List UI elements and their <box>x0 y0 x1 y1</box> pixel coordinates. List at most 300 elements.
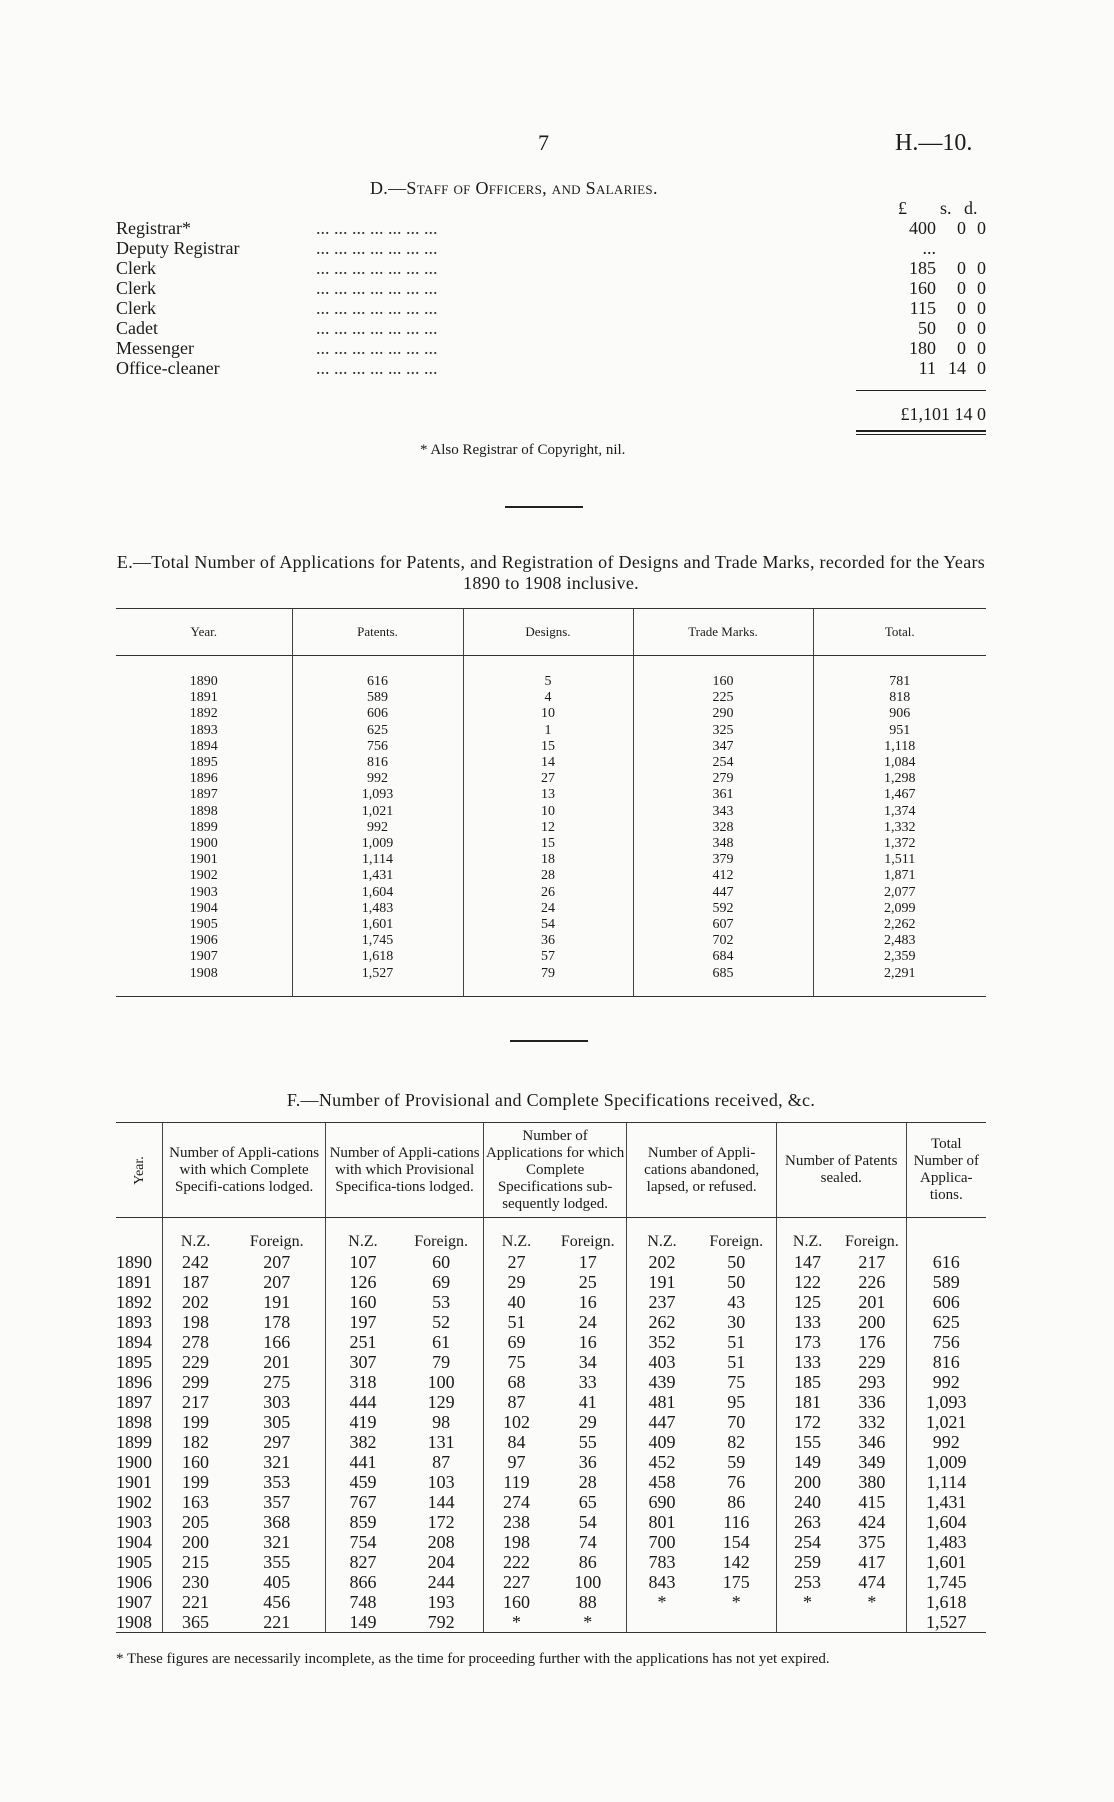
table-cell: 1,431 <box>292 868 463 884</box>
table-cell: 160 <box>633 656 813 691</box>
table-cell: 625 <box>906 1312 986 1332</box>
section-e-title: E.—Total Number of Applications for Patents, and Registration of Designs and Trade Marks, recorded for the Years 1890 to 1908 inclusive. <box>116 552 986 593</box>
table-cell: 2,262 <box>813 917 986 933</box>
staff-title: Deputy Registrar <box>116 238 240 258</box>
col-year: Year. <box>116 1123 162 1218</box>
table-cell: 346 <box>858 1432 886 1452</box>
table-cell: 365 <box>162 1612 228 1633</box>
table-cell: 36 <box>463 933 633 949</box>
table-row <box>116 1352 986 1372</box>
sub-nz: N.Z. <box>483 1218 549 1253</box>
table-row <box>116 1492 986 1512</box>
staff-row <box>116 358 986 378</box>
section-d-title-text: Staff of Officers, and Salaries. <box>406 178 658 198</box>
section-d-title <box>370 178 658 199</box>
salary-pounds: 11 <box>918 358 936 378</box>
table-row <box>116 1532 986 1552</box>
table-cell: 98 <box>432 1412 451 1432</box>
staff-row <box>116 318 986 338</box>
salary-pence: 0 <box>977 318 986 338</box>
table-cell: 447 <box>633 885 813 901</box>
table-cell: 1,332 <box>813 820 986 836</box>
table-cell: 207 <box>263 1252 291 1272</box>
table-cell: 278 <box>162 1332 228 1352</box>
table-cell: 1897 <box>116 1392 152 1412</box>
table-cell: 225 <box>633 690 813 706</box>
table-cell: 1896 <box>116 1372 152 1392</box>
salary-pence: 0 <box>977 218 986 238</box>
table-row <box>116 901 986 917</box>
table-cell: 217 <box>858 1252 886 1272</box>
table-cell: 10 <box>463 804 633 820</box>
table-cell: 1,618 <box>292 949 463 965</box>
leader-dots: ... ... ... ... ... ... ... <box>316 298 438 318</box>
salary-shillings: 0 <box>957 318 966 338</box>
staff-salaries-table <box>116 218 986 378</box>
table-cell: 13 <box>463 787 633 803</box>
table-cell: 202 <box>627 1252 697 1272</box>
table-cell: 51 <box>483 1312 549 1332</box>
salary-pounds: 180 <box>909 338 936 358</box>
table-cell: 16 <box>578 1292 597 1312</box>
table-cell: 41 <box>578 1392 597 1412</box>
table-cell: 305 <box>263 1412 291 1432</box>
staff-title: Cadet <box>116 318 158 338</box>
table-row <box>116 706 986 722</box>
salary-pence: 0 <box>977 278 986 298</box>
table-cell: 592 <box>633 901 813 917</box>
table-cell: 68 <box>483 1372 549 1392</box>
table-cell <box>697 1612 777 1633</box>
table-cell: 54 <box>578 1512 597 1532</box>
table-e-header: Designs. <box>463 609 633 656</box>
table-cell: 792 <box>400 1612 484 1633</box>
table-cell: 175 <box>722 1572 750 1592</box>
table-cell: 79 <box>432 1352 451 1372</box>
table-row <box>116 723 986 739</box>
table-cell: 53 <box>432 1292 451 1312</box>
table-cell: 50 <box>727 1252 746 1272</box>
staff-title: Registrar* <box>116 218 191 238</box>
salary-pounds: 50 <box>918 318 936 338</box>
table-cell: 458 <box>627 1472 697 1492</box>
table-cell: 459 <box>326 1472 400 1492</box>
table-cell: 100 <box>427 1372 455 1392</box>
section-divider-2 <box>510 1040 588 1042</box>
salary-shillings: 0 <box>957 218 966 238</box>
salary-pounds: 115 <box>909 298 936 318</box>
salary-pence: 0 <box>977 258 986 278</box>
table-cell: 452 <box>627 1452 697 1472</box>
col-complete: Number of Appli-cations with which Complete Specifi-cations lodged. <box>162 1123 325 1218</box>
table-cell: 906 <box>813 706 986 722</box>
table-cell: 1905 <box>116 1552 152 1572</box>
table-cell: 237 <box>627 1292 697 1312</box>
table-cell: 1893 <box>189 722 218 738</box>
table-cell: 172 <box>427 1512 455 1532</box>
table-cell: 97 <box>483 1452 549 1472</box>
table-cell: 702 <box>633 933 813 949</box>
table-cell: 55 <box>578 1432 597 1452</box>
table-cell: 756 <box>906 1332 986 1352</box>
table-cell: 208 <box>427 1532 455 1552</box>
table-cell: 1,601 <box>292 917 463 933</box>
sub-foreign: Foreign. <box>414 1233 469 1250</box>
table-cell: * <box>731 1592 741 1612</box>
table-cell: 201 <box>858 1292 886 1312</box>
table-cell: 992 <box>292 820 463 836</box>
table-cell: 199 <box>162 1472 228 1492</box>
table-cell: 415 <box>858 1492 886 1512</box>
table-cell: 444 <box>326 1392 400 1412</box>
table-cell: 343 <box>633 804 813 820</box>
table-cell: 2,291 <box>813 966 986 997</box>
table-cell: 242 <box>162 1252 228 1272</box>
table-cell: 100 <box>574 1572 602 1592</box>
table-cell: 417 <box>858 1552 886 1572</box>
table-cell: 275 <box>263 1372 291 1392</box>
table-cell: 215 <box>162 1552 228 1572</box>
table-cell: 307 <box>326 1352 400 1372</box>
staff-row <box>116 278 986 298</box>
pence-header: d. <box>964 198 978 218</box>
table-cell: 801 <box>627 1512 697 1532</box>
table-cell: 131 <box>427 1432 455 1452</box>
table-cell: 606 <box>292 706 463 722</box>
leader-dots: ... ... ... ... ... ... ... <box>316 238 438 258</box>
table-cell: 1907 <box>189 949 218 965</box>
leader-dots: ... ... ... ... ... ... ... <box>316 218 438 238</box>
table-cell: 375 <box>858 1532 886 1552</box>
section-f-footnote: * These figures are necessarily incomplete, as the time for proceeding further with the applications has not yet expired. <box>116 1651 830 1667</box>
specifications-table <box>116 1122 986 1633</box>
table-cell: 992 <box>292 771 463 787</box>
table-cell: 290 <box>633 706 813 722</box>
leader-dots: ... ... ... ... ... ... ... <box>316 318 438 338</box>
staff-title: Office-cleaner <box>116 358 220 378</box>
table-cell: 816 <box>292 755 463 771</box>
table-cell: 866 <box>326 1572 400 1592</box>
table-cell: 332 <box>858 1412 886 1432</box>
table-cell: 52 <box>432 1312 451 1332</box>
table-cell: 1900 <box>189 836 218 852</box>
sub-nz: N.Z. <box>162 1218 228 1253</box>
leader-dots: ... ... ... ... ... ... ... <box>316 338 438 358</box>
table-cell: 818 <box>813 690 986 706</box>
table-cell: 1,374 <box>813 804 986 820</box>
table-cell: 185 <box>776 1372 838 1392</box>
table-cell: 65 <box>578 1492 597 1512</box>
table-cell: 1894 <box>189 738 218 754</box>
table-cell: 1,745 <box>906 1572 986 1592</box>
table-cell: 197 <box>326 1312 400 1332</box>
table-cell: 781 <box>813 656 986 691</box>
table-cell: 107 <box>326 1252 400 1272</box>
table-cell: * <box>867 1592 877 1612</box>
table-cell: 222 <box>483 1552 549 1572</box>
table-cell: 2,359 <box>813 949 986 965</box>
table-row <box>116 820 986 836</box>
table-cell: 125 <box>776 1292 838 1312</box>
table-cell: 1,601 <box>906 1552 986 1572</box>
table-cell: 163 <box>162 1492 228 1512</box>
table-cell: 1898 <box>189 803 218 819</box>
sum-rule <box>856 390 986 391</box>
table-cell: 36 <box>578 1452 597 1472</box>
table-cell: 26 <box>463 885 633 901</box>
table-row <box>116 933 986 949</box>
table-cell <box>627 1612 697 1633</box>
table-cell: 254 <box>633 755 813 771</box>
table-cell: 1894 <box>116 1332 152 1352</box>
table-cell: 1,009 <box>906 1452 986 1472</box>
table-cell: 1892 <box>189 706 218 722</box>
table-cell: 259 <box>776 1552 838 1572</box>
table-cell: 419 <box>326 1412 400 1432</box>
table-cell: 1,431 <box>906 1492 986 1512</box>
table-cell: 122 <box>776 1272 838 1292</box>
table-cell: 349 <box>858 1452 886 1472</box>
table-cell: 14 <box>463 755 633 771</box>
table-cell: 173 <box>776 1332 838 1352</box>
table-cell: 690 <box>627 1492 697 1512</box>
table-cell: 1896 <box>189 771 218 787</box>
table-row <box>116 1312 986 1332</box>
table-cell: 129 <box>427 1392 455 1412</box>
table-cell: 86 <box>578 1552 597 1572</box>
table-cell: 230 <box>162 1572 228 1592</box>
table-cell: 1 <box>463 723 633 739</box>
table-cell: 783 <box>627 1552 697 1572</box>
salary-shillings: 0 <box>957 338 966 358</box>
table-cell: 380 <box>858 1472 886 1492</box>
table-cell: 28 <box>578 1472 597 1492</box>
table-cell: 1,093 <box>292 787 463 803</box>
sub-nz: N.Z. <box>326 1218 400 1253</box>
table-cell: 149 <box>776 1452 838 1472</box>
leader-dots: ... ... ... ... ... ... ... <box>316 258 438 278</box>
table-cell: 353 <box>263 1472 291 1492</box>
salary-pence <box>966 238 986 258</box>
table-cell: 176 <box>858 1332 886 1352</box>
subheader-row <box>116 1218 986 1253</box>
table-cell: 1899 <box>116 1432 152 1452</box>
table-e-header: Patents. <box>292 609 463 656</box>
table-cell: 34 <box>578 1352 597 1372</box>
table-cell: 684 <box>633 949 813 965</box>
table-cell: 229 <box>162 1352 228 1372</box>
table-cell: 142 <box>722 1552 750 1572</box>
table-row <box>116 868 986 884</box>
table-cell: 1,483 <box>906 1532 986 1552</box>
salary-pounds: 400 <box>909 218 936 238</box>
table-cell: 202 <box>162 1292 228 1312</box>
table-cell: 348 <box>633 836 813 852</box>
table-cell: 1,871 <box>813 868 986 884</box>
table-cell: 321 <box>263 1452 291 1472</box>
table-cell: 240 <box>776 1492 838 1512</box>
table-cell: 200 <box>776 1472 838 1492</box>
table-cell: 18 <box>463 852 633 868</box>
table-cell: 607 <box>633 917 813 933</box>
table-row <box>116 917 986 933</box>
salary-pence: 0 <box>977 338 986 358</box>
table-cell: 193 <box>427 1592 455 1612</box>
table-cell: 2,483 <box>813 933 986 949</box>
table-cell: 61 <box>432 1332 451 1352</box>
table-cell: 238 <box>483 1512 549 1532</box>
table-cell: 606 <box>906 1292 986 1312</box>
table-cell: 336 <box>858 1392 886 1412</box>
staff-title: Clerk <box>116 278 156 298</box>
table-cell: * <box>483 1612 549 1633</box>
table-cell: 279 <box>633 771 813 787</box>
table-cell: 16 <box>578 1332 597 1352</box>
salary-shillings: 14 <box>948 358 966 378</box>
table-cell: 182 <box>162 1432 228 1452</box>
salary-pounds: ... <box>922 238 936 258</box>
table-cell: 409 <box>627 1432 697 1452</box>
table-cell: 447 <box>627 1412 697 1432</box>
table-cell: 27 <box>463 771 633 787</box>
table-row <box>116 656 986 691</box>
table-cell: 297 <box>263 1432 291 1452</box>
table-cell: 1902 <box>116 1492 152 1512</box>
table-cell: 325 <box>633 723 813 739</box>
table-cell: 347 <box>633 739 813 755</box>
table-cell: 361 <box>633 787 813 803</box>
table-cell: 1,084 <box>813 755 986 771</box>
staff-row <box>116 238 986 258</box>
table-cell: 200 <box>858 1312 886 1332</box>
table-cell: 28 <box>463 868 633 884</box>
table-cell: 199 <box>162 1412 228 1432</box>
table-cell: 10 <box>463 706 633 722</box>
table-cell: 160 <box>326 1292 400 1312</box>
table-cell: 481 <box>627 1392 697 1412</box>
table-cell: 226 <box>858 1272 886 1292</box>
table-cell: 12 <box>463 820 633 836</box>
table-row <box>116 949 986 965</box>
table-cell: 1906 <box>189 933 218 949</box>
table-cell: 207 <box>263 1272 291 1292</box>
table-cell: 191 <box>263 1292 291 1312</box>
table-cell: 200 <box>162 1532 228 1552</box>
section-d-title-prefix: D.— <box>370 178 407 198</box>
table-cell: 251 <box>326 1332 400 1352</box>
table-cell: 1904 <box>189 900 218 916</box>
table-cell: 756 <box>292 739 463 755</box>
staff-row <box>116 338 986 358</box>
table-cell: 191 <box>627 1272 697 1292</box>
table-e-header: Trade Marks. <box>633 609 813 656</box>
table-cell: 86 <box>727 1492 746 1512</box>
table-cell: 321 <box>263 1532 291 1552</box>
leader-dots: ... ... ... ... ... ... ... <box>316 358 438 378</box>
table-cell: 116 <box>723 1512 750 1532</box>
table-e-header: Total. <box>813 609 986 656</box>
table-cell: 1,021 <box>906 1412 986 1432</box>
table-cell: 1,467 <box>813 787 986 803</box>
table-cell: 84 <box>483 1432 549 1452</box>
salary-shillings <box>936 238 966 258</box>
table-cell: 79 <box>463 966 633 997</box>
table-row <box>116 1612 986 1633</box>
table-cell: 15 <box>463 836 633 852</box>
table-cell: 181 <box>776 1392 838 1412</box>
table-row <box>116 1252 986 1272</box>
table-cell: 133 <box>776 1312 838 1332</box>
table-cell: 1,618 <box>906 1592 986 1612</box>
table-cell: 30 <box>727 1312 746 1332</box>
salary-shillings: 0 <box>957 278 966 298</box>
table-cell: 160 <box>483 1592 549 1612</box>
table-cell: 1,527 <box>906 1612 986 1633</box>
salary-shillings: 0 <box>957 298 966 318</box>
table-cell: 2,077 <box>813 885 986 901</box>
table-cell: 1,527 <box>292 966 463 997</box>
table-row <box>116 787 986 803</box>
sub-nz: N.Z. <box>776 1218 838 1253</box>
table-cell: 328 <box>633 820 813 836</box>
table-cell: 379 <box>633 852 813 868</box>
table-row <box>116 1372 986 1392</box>
table-cell: 1,021 <box>292 804 463 820</box>
table-cell: 51 <box>727 1332 746 1352</box>
table-cell: 1,372 <box>813 836 986 852</box>
section-divider <box>505 506 583 508</box>
sub-foreign: Foreign. <box>844 1233 899 1250</box>
table-row <box>116 966 986 997</box>
table-cell: 355 <box>263 1552 291 1572</box>
table-cell: 50 <box>727 1272 746 1292</box>
table-cell: 1905 <box>189 917 218 933</box>
table-cell <box>838 1612 906 1633</box>
table-cell: 75 <box>483 1352 549 1372</box>
table-e-header: Year. <box>116 609 292 656</box>
table-row <box>116 1292 986 1312</box>
table-cell: 685 <box>633 966 813 997</box>
table-row <box>116 1592 986 1612</box>
table-cell: 1,114 <box>906 1472 986 1492</box>
table-cell: 102 <box>483 1412 549 1432</box>
table-cell: 76 <box>727 1472 746 1492</box>
table-cell: 1,483 <box>292 901 463 917</box>
table-cell: 60 <box>432 1252 451 1272</box>
col-subsequent: Number of Applications for which Complete Specifications sub-sequently lodged. <box>483 1123 627 1218</box>
table-cell: 992 <box>906 1432 986 1452</box>
table-cell: 1901 <box>189 852 218 868</box>
total-double-rule-2 <box>856 434 986 435</box>
table-cell: 204 <box>427 1552 455 1572</box>
table-cell: 1898 <box>116 1412 152 1432</box>
table-cell: 43 <box>727 1292 746 1312</box>
table-cell: 951 <box>813 723 986 739</box>
table-cell: 69 <box>432 1272 451 1292</box>
table-cell: 767 <box>326 1492 400 1512</box>
table-row <box>116 836 986 852</box>
table-cell: 5 <box>463 656 633 691</box>
table-cell: 88 <box>578 1592 597 1612</box>
table-cell: 456 <box>263 1592 291 1612</box>
table-row <box>116 1472 986 1492</box>
table-row <box>116 1332 986 1352</box>
table-cell: 748 <box>326 1592 400 1612</box>
table-cell: 1902 <box>189 868 218 884</box>
table-cell: 147 <box>776 1252 838 1272</box>
sub-foreign: Foreign. <box>709 1233 764 1250</box>
table-row <box>116 755 986 771</box>
